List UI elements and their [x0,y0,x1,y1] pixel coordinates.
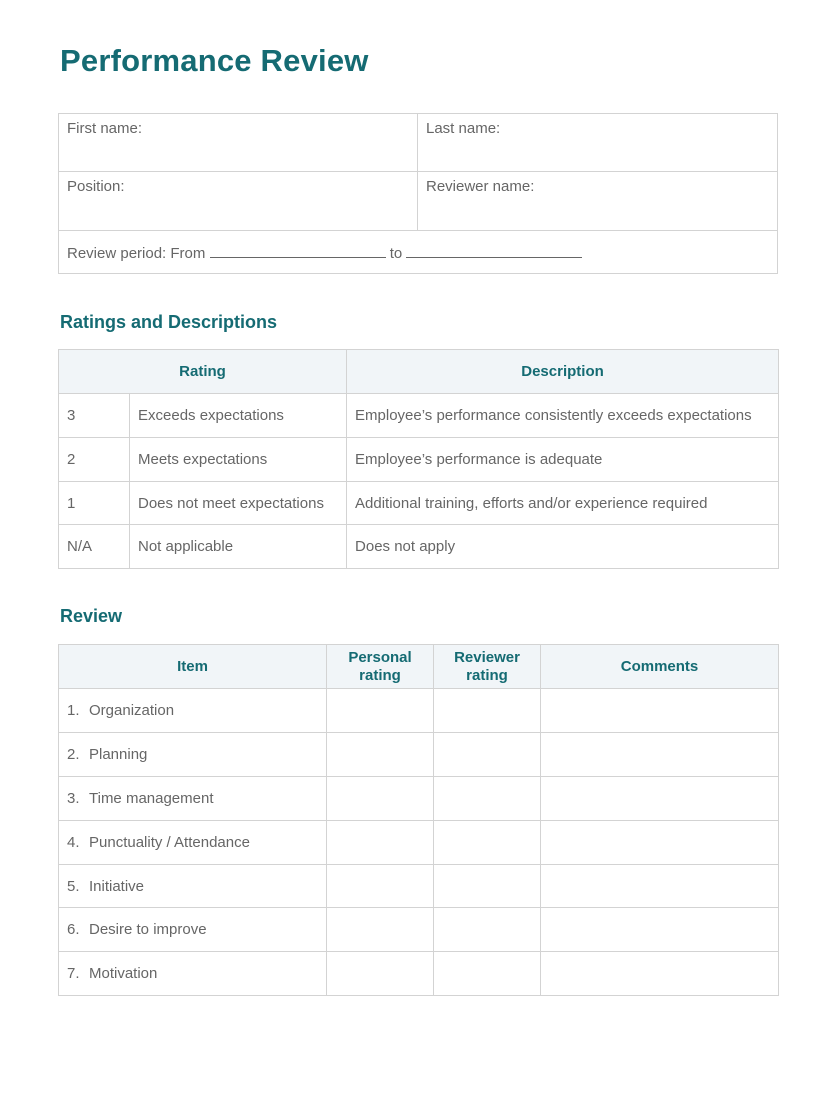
table-row [59,821,779,865]
description-column-header: Description [347,350,779,394]
rating-column-header: Rating [59,350,347,394]
review-item-name: Motivation [89,965,158,982]
comments-cell[interactable] [541,733,779,777]
comments-cell[interactable] [541,777,779,821]
personal-rating-cell[interactable] [327,821,434,865]
reviewer-rating-cell[interactable] [434,733,541,777]
review-item [59,689,327,733]
reviewer-rating-column-header: Reviewer rating [434,645,541,689]
reviewer-name-field[interactable] [418,172,778,231]
rating-label: Does not meet expectations [130,482,347,525]
review-item [59,908,327,952]
table-row [59,865,779,908]
review-item-number: 7. [67,965,80,982]
table-row [59,733,779,777]
last-name-label: Last name: [426,120,501,137]
rating-score: 1 [59,482,130,525]
page-title: Performance Review [60,43,369,78]
position-field[interactable] [59,172,418,231]
review-heading: Review [60,606,123,626]
personal-rating-cell[interactable] [327,908,434,952]
personal-rating-cell[interactable] [327,777,434,821]
last-name-field[interactable] [418,114,778,172]
comments-column-header: Comments [541,645,779,689]
review-item-name: Punctuality / Attendance [89,834,250,851]
first-name-field[interactable] [59,114,418,172]
review-item [59,865,327,908]
ratings-table [58,349,779,569]
review-item [59,952,327,996]
table-row [59,438,779,482]
review-item-number: 3. [67,790,80,807]
review-item-name: Organization [89,702,175,719]
reviewer-rating-cell[interactable] [434,777,541,821]
review-item-name: Planning [89,746,148,763]
ratings-heading: Ratings and Descriptions [60,312,278,332]
personal-rating-cell[interactable] [327,689,434,733]
rating-label: Not applicable [130,525,347,569]
review-period-from-blank[interactable] [210,243,386,258]
reviewer-rating-cell[interactable] [434,865,541,908]
first-name-label: First name: [67,120,143,137]
rating-description: Additional training, efforts and/or experience required [347,482,779,525]
personal-rating-cell[interactable] [327,952,434,996]
rating-score: 3 [59,394,130,438]
rating-label: Meets expectations [130,438,347,482]
review-item-name: Time management [89,790,214,807]
personal-rating-column-header: Personal rating [327,645,434,689]
reviewer-name-label: Reviewer name: [426,178,535,195]
table-row [59,908,779,952]
comments-cell[interactable] [541,821,779,865]
review-period-field [59,231,778,274]
rating-score: 2 [59,438,130,482]
employee-info-table [58,113,778,274]
rating-score: N/A [59,525,130,569]
reviewer-rating-cell[interactable] [434,821,541,865]
comments-cell[interactable] [541,865,779,908]
review-item-number: 4. [67,834,80,851]
table-row [59,952,779,996]
comments-cell[interactable] [541,689,779,733]
review-item [59,777,327,821]
position-label: Position: [67,178,125,195]
review-item-name: Desire to improve [89,921,207,938]
reviewer-rating-cell[interactable] [434,689,541,733]
table-row [59,689,779,733]
review-item-number: 6. [67,921,80,938]
review-item-number: 1. [67,702,80,719]
reviewer-rating-cell[interactable] [434,952,541,996]
review-item [59,733,327,777]
rating-description: Employee’s performance is adequate [347,438,779,482]
table-row [59,777,779,821]
review-item-name: Initiative [89,877,145,895]
rating-description: Does not apply [347,525,779,569]
reviewer-rating-cell[interactable] [434,908,541,952]
review-period-to-blank[interactable] [406,243,582,258]
review-item-number: 2. [67,746,80,763]
item-column-header: Item [59,645,327,689]
table-row [59,482,779,525]
table-row [59,525,779,569]
review-table [58,644,779,996]
rating-label: Exceeds expectations [130,394,347,438]
review-item [59,821,327,865]
personal-rating-cell[interactable] [327,733,434,777]
personal-rating-cell[interactable] [327,865,434,908]
review-period-to-label: to [389,244,403,262]
review-item-number: 5. [67,877,80,895]
rating-description: Employee’s performance consistently exceeds expectations [347,394,779,438]
comments-cell[interactable] [541,908,779,952]
table-row [59,394,779,438]
comments-cell[interactable] [541,952,779,996]
review-period-label: Review period: From [67,244,206,262]
